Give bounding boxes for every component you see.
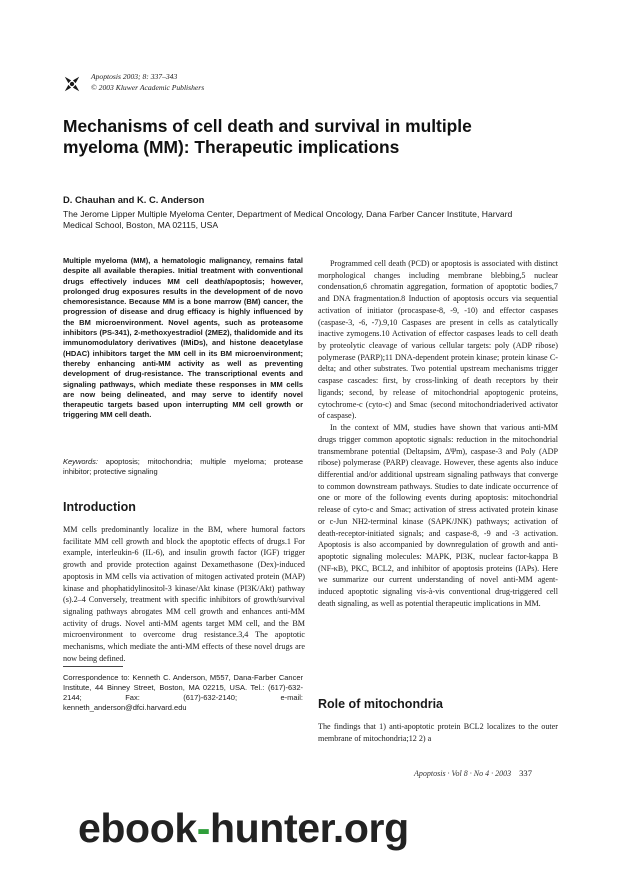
keywords-label: Keywords: (63, 457, 99, 466)
watermark-dash: - (196, 805, 211, 851)
mitochondria-text: The findings that 1) anti-apoptotic protein BCL2 localizes to the outer membrane of mitochondria;12 2) a (318, 722, 558, 743)
watermark (78, 805, 618, 852)
watermark-part2: hunter.org (210, 805, 409, 851)
correspondence-text: Correspondence to: Kenneth C. Anderson, M557, Dana-Farber Cancer Institute, 44 Binney Street, Boston, MA 02215, USA. Tel.: (617)-632-2144; Fax: (617)-632-2140; e-mail: kenneth_anderson@dfci.harvard.edu (63, 673, 303, 713)
right-column-body (318, 258, 558, 610)
footnote-divider (63, 666, 123, 667)
body-paragraph: In the context of MM, studies have shown that various anti-MM drugs trigger common apoptotic signals: reduction in the mitochondrial transmembrane potential (Deltapsim, ΔΨm), caspase-3 and Poly (ADP ribose) polymerase (PARP) cleavage. However, these agents also induce differential and/or additional upstream signaling pathways that converge to common downstream pathways. Studies to date indicate occurrence of one or more of the following events during apoptosis: mitochondrial release of cyto-c and Smac; activation of stress activated protein kinase or c-Jun NH2-terminal kinase (SAPK/JNK) pathways; activation of death-receptor-initiated signals; and caspase-8, -9 and -3 activation. Apoptosis is also accompanied by downregulation of growth and anti-apoptotic signaling molecules: MAPK, PI3K, nuclear factor-kappa B (NF-κB), PKC, BCL2, and inhibitor of apoptosis proteins (IAPs). Here we summarize our current understanding of novel anti-MM agent-induced apoptotic signaling vis-à-vis conventional drug-triggered cell death signaling, as well as potential therapeutic implications in MM. (318, 423, 558, 608)
body-paragraph: Programmed cell death (PCD) or apoptosis is associated with distinct morphological changes including membrane blebbing,5 nuclear condensation,6 chromatin aggregation, formation of apoptotic bodies,7 and DNA fragmentation.8 Induction of apoptosis occurs via sequential activation of initiator (procaspase-8, -9, -10) and effector caspases (caspase-3, -6, -7).9,10 Caspases are present in cells as catalytically inactive zymogens.10 Activation of effector caspases leads to cell death by proteolytic cleavage of various cellular targets: poly (ADP ribose) polymerase (PARP);11 DNA-dependent protein kinase; protein kinase C-delta; and other substrates. Two potential upstream mechanisms trigger caspase cascades: first, by cross-linking of death receptors by their ligands; second, by release of mitochondrial apoptogenic proteins, cytochrome-c (cyto-c) and Smac (second mitochondriaderived activator of caspase). (318, 259, 558, 421)
journal-volume: Apoptosis 2003; 8: 337–343 (91, 72, 178, 81)
section-heading-mitochondria: Role of mitochondria (318, 697, 443, 711)
page-footer (414, 768, 532, 778)
keywords-text: apoptosis; mitochondria; multiple myeloma; protease inhibitor; protective signaling (63, 457, 303, 477)
journal-copyright: © 2003 Kluwer Academic Publishers (91, 83, 205, 92)
abstract-text: Multiple myeloma (MM), a hematologic malignancy, remains fatal despite all available therapies. Initial treatment with conventional drugs effectively induces MM cell death/apoptosis; however, prolonged drug exposures results in the development of de novo chemoresistance. Because MM is a bone marrow (BM) cancer, the progression of disease and drug efficacy is highly influenced by the BM microenvironment. Novel agents, such as proteasome inhibitors (PS-341), 2-methoxyestradiol (2ME2), thalidomide and its immunomodulatory derivatives (IMiDs), and histone deacetylase (HDAC) inhibitors target the MM cell in its BM microenvironment; thereby enhancing anti-MM activity as well as preventing development of drug-resistance. The transcriptional events and signaling pathways, which mediate these responses in MM cells are now being delineated, and may serve to identify novel therapeutic targets based upon interrupting MM cell growth or triggering MM cell death. (63, 256, 303, 420)
footer-citation: Apoptosis · Vol 8 · No 4 · 2003 (414, 769, 512, 778)
page-number: 337 (519, 768, 533, 778)
journal-citation (91, 71, 204, 93)
keywords (63, 457, 303, 477)
author-affiliation: The Jerome Lipper Multiple Myeloma Center, Department of Medical Oncology, Dana Farber Cancer Institute, Harvard Medical School, Boston, MA 02115, USA (63, 209, 513, 230)
article-title: Mechanisms of cell death and survival in multiple myeloma (MM): Therapeutic implications (63, 116, 472, 157)
publisher-logo-icon (63, 75, 81, 93)
correspondence-note (63, 673, 303, 713)
watermark-part1: ebook (78, 805, 197, 851)
introduction-text: MM cells predominantly localize in the BM, where humoral factors facilitate MM cell growth and block the apoptotic effects of drugs.1 For example, interleukin-6 (IL-6), and insulin growth factor (IGF) trigger growth and provide protection against Dexamethasone (Dex)-induced apoptosis in MM cells via activation of mitogen activated protein (MAP) kinase and phophatidylinositol-3 kinase/Akt kinase (PI3K/Akt) pathway (s).2–4 Conversely, treatment with specific inhibitors of growth/survival signaling pathways abrogates MM cell growth and enhances anti-MM activity of drugs. Novel anti-MM agents target MM cell, and the BM microenvironment to overcome drug resistance.3,4 The apoptotic mechanisms, which mediate the anti-MM effects of these novel drugs are now being defined. (63, 525, 305, 663)
introduction-body (63, 524, 305, 664)
introduction-heading: Introduction (63, 500, 136, 514)
mitochondria-body (318, 721, 558, 744)
article-authors: D. Chauhan and K. C. Anderson (63, 194, 205, 205)
abstract (63, 256, 303, 421)
